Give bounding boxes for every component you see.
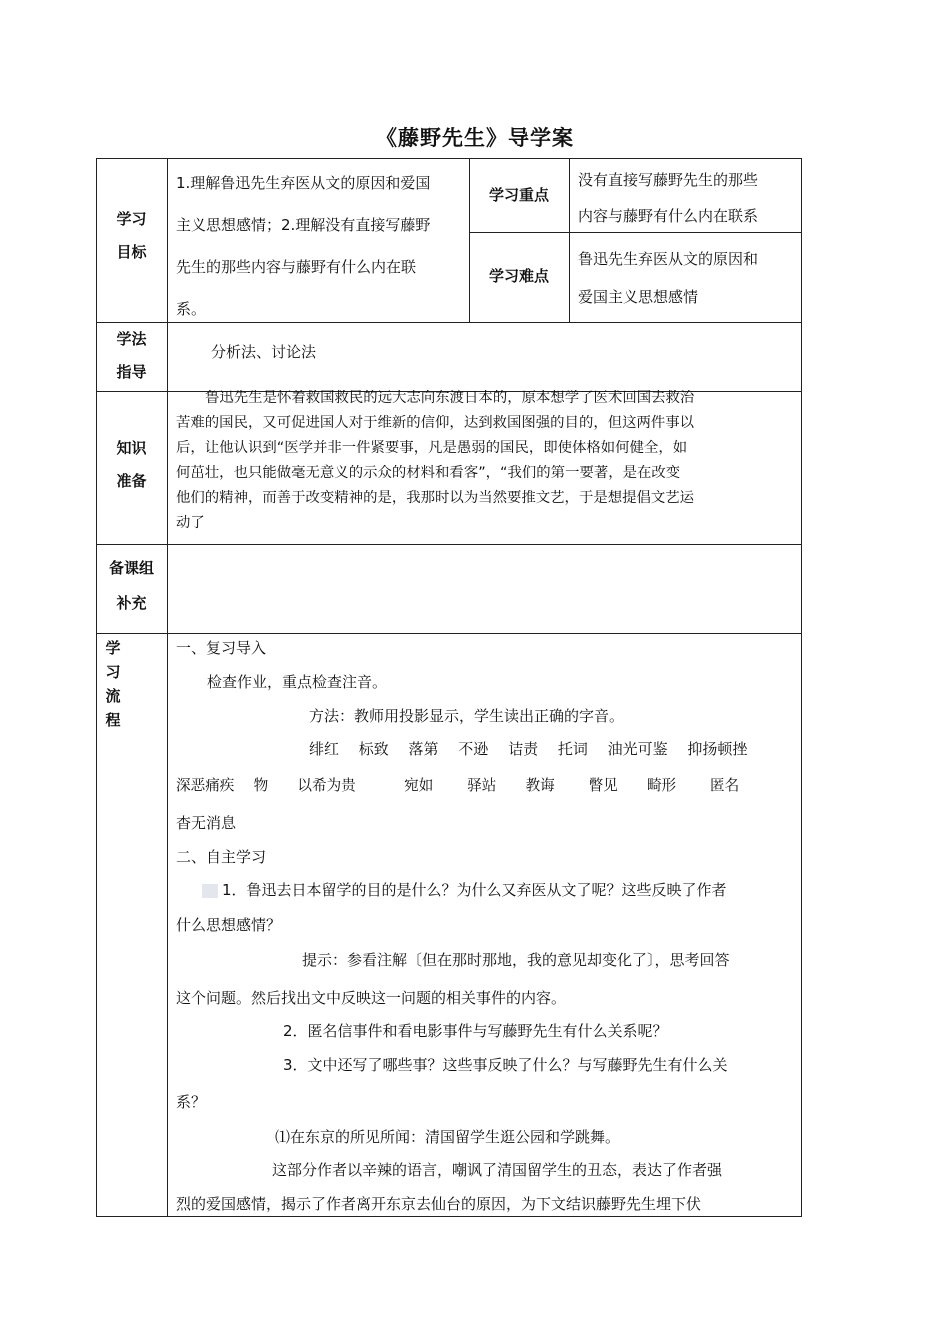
method-text: 分析法、讨论法 [211,343,317,361]
process-line: 3．文中还写了哪些事？这些事反映了什么？与写藤野先生有什么关 [283,1056,728,1074]
process-line: 一、复习导入 [176,639,267,657]
knowledge-line: 他们的精神，而善于改变精神的是，我那时以为当然要推文艺，于是想提倡文艺运 [176,490,695,506]
process-line: 什么思想感情？ [176,916,282,934]
difficulty-label: 学习难点 [488,267,549,285]
key-point-line: 内容与藤野有什么内在联系 [578,207,759,225]
knowledge-label-line1: 知识 [116,439,147,457]
method-label-line2: 指导 [116,363,147,381]
goals-text [176,162,468,330]
process-line: 提示：参看注解〔但在那时那地，我的意见却变化了〕，思考回答 [302,951,730,969]
process-line: 绯红 标致 落第 不逊 诘责 托词 油光可鉴 抑扬顿挫 [309,740,748,758]
knowledge-line: 何茁壮，也只能做毫无意义的示众的材料和看客”，“我们的第一要著，是在改变 [176,465,681,481]
process-line: 检查作业，重点检查注音。 [207,673,388,691]
page-title: 《藤野先生》导学案 [376,126,574,150]
process-line: 二、自主学习 [176,848,267,866]
key-point-label: 学习重点 [488,186,549,204]
goals-text-line: 1.理解鲁迅先生弃医从文的原因和爱国 [176,174,431,192]
process-label-char: 习 [105,663,121,681]
process-label-char: 学 [105,639,121,657]
difficulty-line: 爱国主义思想感情 [578,288,699,306]
method-label-line1: 学法 [116,330,147,348]
difficulty-line: 鲁迅先生弃医从文的原因和 [578,250,759,268]
knowledge-line: 苦难的国民，又可促进国人对于维新的信仰，达到救国图强的目的，但这两件事以 [176,415,695,431]
knowledge-text [176,386,800,536]
knowledge-line: 后，让他认识到“医学并非一件紧要事，凡是愚弱的国民，即使体格如何健全，如 [176,440,688,456]
goals-text-line: 先生的那些内容与藤野有什么内在联 [176,258,417,276]
goals-text-line: 系。 [176,300,207,318]
process-line: 深恶痛疾 物 以希为贵 宛如 驿站 教诲 瞥见 畸形 匿名 [176,777,740,794]
goals-text-line: 主义思想感情；2.理解没有直接写藤野 [176,216,431,234]
process-label [96,636,130,732]
process-line: 杳无消息 [176,814,237,832]
process-label-char: 程 [105,711,121,729]
supplement-label-line2: 补充 [116,594,147,612]
process-line: 2．匿名信事件和看电影事件与写藤野先生有什么关系呢？ [283,1022,668,1040]
key-point-line: 没有直接写藤野先生的那些 [578,171,759,189]
highlight-marker [202,884,218,898]
process-line: 这个问题。然后找出文中反映这一问题的相关事件的内容。 [176,989,567,1007]
process-label-char: 流 [105,687,121,705]
process-question-1 [202,878,727,903]
process-line: ⑴在东京的所见所闻：清国留学生逛公园和学跳舞。 [275,1128,621,1146]
difficulty-text [578,240,800,316]
goals-label-line1: 学习 [116,210,147,228]
supplement-label [96,557,167,613]
process-line: 方法：教师用投影显示，学生读出正确的字音。 [309,707,625,725]
key-point-text [578,162,800,234]
knowledge-line: 鲁迅先生是怀着救国救民的远大志向东渡日本的，原本想学了医术回国去救治 [205,390,695,406]
knowledge-label [96,437,167,491]
goals-label-line2: 目标 [116,243,147,261]
process-line: 1．鲁迅去日本留学的目的是什么？为什么又弃医从文了呢？这些反映了作者 [222,881,727,899]
knowledge-label-line2: 准备 [116,472,147,490]
goals-label [96,208,167,262]
process-line: 系？ [176,1093,207,1111]
method-label [96,328,167,382]
process-line: 烈的爱国感情，揭示了作者离开东京去仙台的原因，为下文结识藤野先生埋下伏 [176,1195,702,1213]
knowledge-line: 动了 [176,515,205,531]
process-line: 这部分作者以辛辣的语言，嘲讽了清国留学生的丑态，表达了作者强 [272,1161,723,1179]
supplement-label-line1: 备课组 [108,559,154,577]
